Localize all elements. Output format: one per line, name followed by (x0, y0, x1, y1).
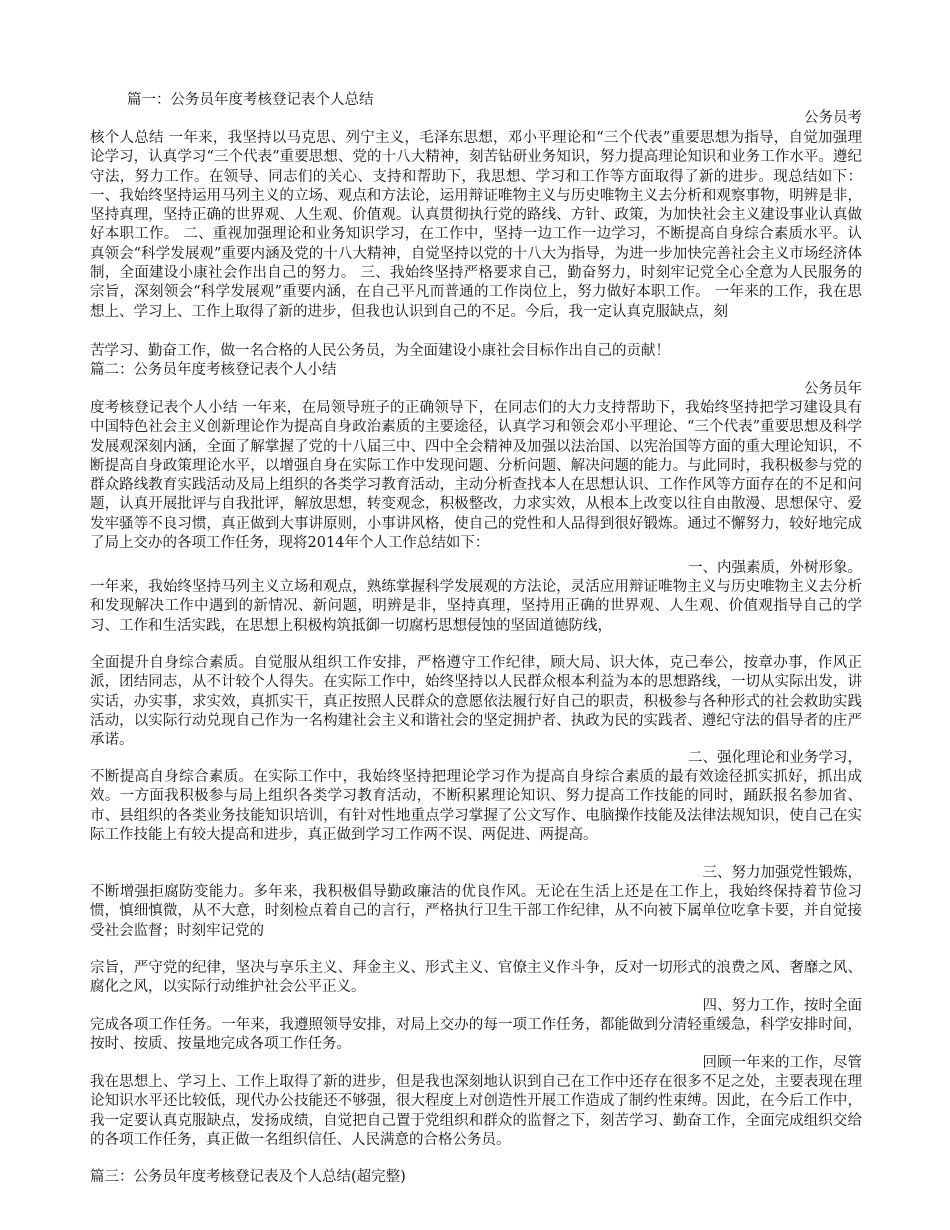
section-3-title: 三、努力加强党性锻炼， (702, 865, 862, 881)
paragraph-1: 核个人总结 一年来，我坚持以马克思、列宁主义，毛泽东思想，邓小平理论和“三个代表”重要思想为指导，自觉加强理论学习，认真学习“三个代表”重要思想、党的十八大精神，刻苦钻研业务知识，努力提高理论知识和业务工作水平。遵纪守法，努力工作。在领导、同志们的关心、支持和帮助下，我思想、学习和工作等方面取得了新的进步。现总结如下： 一、我始终坚持运用马列主义的立场、观点和方法论，运用辩证唯物主义与历史唯物主义去分析和观察事物，明辨是非，坚持真理，坚持正确的世界观、人生观、价值观。认真贯彻执行党的路线、方针、政策，为加快社会主义建设事业认真做好本职工作。 二、重视加强理论和业务知识学习，在工作中，坚持一边工作一边学习，不断提高自身综合素质水平。认真领会“科学发展观”重要内涵及党的十八大精神，自觉坚持以党的十八大为指导，为进一步加快完善社会主义市场经济体制，全面建设小康社会作出自己的努力。 三、我始终坚持严格要求自己，勤奋努力，时刻牢记党全心全意为人民服务的宗旨，深刻领会“科学发展观”重要内涵，在自己平凡而普通的工作岗位上，努力做好本职工作。 一年来的工作，我在思想上、学习上、工作上取得了新的进步，但我也认识到自己的不足。今后，我一定认真克服缺点，刻 (90, 130, 862, 320)
section-2-title: 二、强化理论和业务学习， (688, 750, 862, 766)
review-body: 我在思想上、学习上、工作上取得了新的进步，但是我也深刻地认识到自己在工作中还存在很多不足之处，主要表现在理论知识水平还比较低，现代办公技能还不够强，很大程度上对创造性开展工作造成了制约性束缚。因此，在今后工作中，我一定要认真克服缺点，发扬成绩，自觉把自己置于党组织和群众的监督之下，刻苦学习、勤奋工作，全面完成组织交给的各项工作任务，真正做一名组织信任、人民满意的合格公务员。 (90, 1074, 862, 1148)
section-1-body: 一年来，我始终坚持马列主义立场和观点，熟练掌握科学发展观的方法论，灵活应用辩证唯物主义与历史唯物主义去分析和发现解决工作中遇到的新情况、新问题，明辨是非，坚持真理，坚持用正确的世界观、人生观、价值观指导自己的学习、工作和生活实践，在思想上积极构筑抵御一切腐朽思想侵蚀的坚固道德防线， (90, 579, 862, 634)
section-3-body: 不断增强拒腐防变能力。多年来，我积极倡导勤政廉洁的优良作风。无论在生活上还是在工作上，我始终保持着节俭习惯，慎细慎微，从不大意，时刻检点着自己的言行，严格执行卫生干部工作纪律，从不向被下属单位吃拿卡要，并自觉接受社会监督；时刻牢记党的 (90, 884, 862, 939)
paragraph-3: 度考核登记表个人小结 一年来，在局领导班子的正确领导下，在同志们的大力支持帮助下，我始终坚持把学习建设具有中国特色社会主义创新理论作为提高自身政治素质的主要途径，认真学习和领会邓小平理论、“三个代表”重要思想及科学发展观深刻内涵，全面了解掌握了党的十八届三中、四中全会精神及加强以法治国、以宪治国等方面的重大理论知识，不断提高自身政策理论水平，以增强自身在实际工作中发现问题、分析问题、解决问题的能力。与此同时，我积极参与党的群众路线教育实践活动及局上组织的各类学习教育活动，主动分析查找本人在思想认识、工作作风等方面存在的不足和问题，认真开展批评与自我批评，解放思想，转变观念，积极整改，力求实效，从根本上改变以往自由散漫、思想保守、爱发牢骚等不良习惯，真正做到大事讲原则，小事讲风格，使自己的党性和人品得到很好锻炼。通过不懈努力，较好地完成了局上交办的各项工作任务，现将2014年个人工作总结如下： (90, 400, 862, 552)
heading-part-1: 篇一：公务员年度考核登记表个人总结 (127, 92, 374, 108)
section-4-body: 完成各项工作任务。一年来，我遵照领导安排，对局上交办的每一项工作任务，都能做到分清轻重缓急，科学安排时间，按时、按质、按量地完成各项工作任务。 (90, 1017, 862, 1053)
section-1-title: 一、内强素质，外树形象。 (688, 560, 862, 576)
paragraph-tail: 公务员年 (804, 381, 862, 397)
section-4-title: 四、努力工作，按时全面 (702, 998, 862, 1014)
review-title: 回顾一年来的工作，尽管 (702, 1055, 862, 1071)
section-2-body: 不断提高自身综合素质。在实际工作中，我始终坚持把理论学习作为提高自身综合素质的最有效途径抓实抓好，抓出成效。一方面我积极参与局上组织各类学习教育活动，不断积累理论知识、努力提高工作技能的同时，踊跃报名参加省、市、县组织的各类业务技能知识培训，有针对性地重点学习掌握了公文写作、电脑操作技能及法律法规知识，使自己在实际工作技能上有较大提高和进步，真正做到学习工作两不误、两促进、两提高。 (90, 769, 862, 843)
heading-part-2: 篇二：公务员年度考核登记表个人小结 (90, 362, 337, 378)
section-3-body-continued: 宗旨，严守党的纪律，坚决与享乐主义、拜金主义、形式主义、官僚主义作斗争，反对一切形式的浪费之风、奢靡之风、腐化之风，以实际行动维护社会公平正义。 (90, 960, 862, 996)
paragraph-tail: 公务员考 (804, 110, 862, 126)
paragraph-2: 苦学习、勤奋工作，做一名合格的人民公务员，为全面建设小康社会目标作出自己的贡献！ (90, 343, 670, 359)
heading-part-3: 篇三：公务员年度考核登记表及个人总结(超完整) (90, 1169, 406, 1185)
section-1-body-continued: 全面提升自身综合素质。自觉服从组织工作安排，严格遵守工作纪律，顾大局、识大体，克己奉公，按章办事，作风正派，团结同志，从不计较个人得失。在实际工作中，始终坚持以人民群众根本利益为本的思想路线，一切从实际出发，讲实话，办实事，求实效，真抓实干，真正按照人民群众的意愿依法履行好自己的职责，积极参与各种形式的社会救助实践活动，以实际行动兑现自己作为一名构建社会主义和谐社会的坚定拥护者、执政为民的实践者、遵纪守法的倡导者的庄严承诺。 (90, 655, 862, 749)
